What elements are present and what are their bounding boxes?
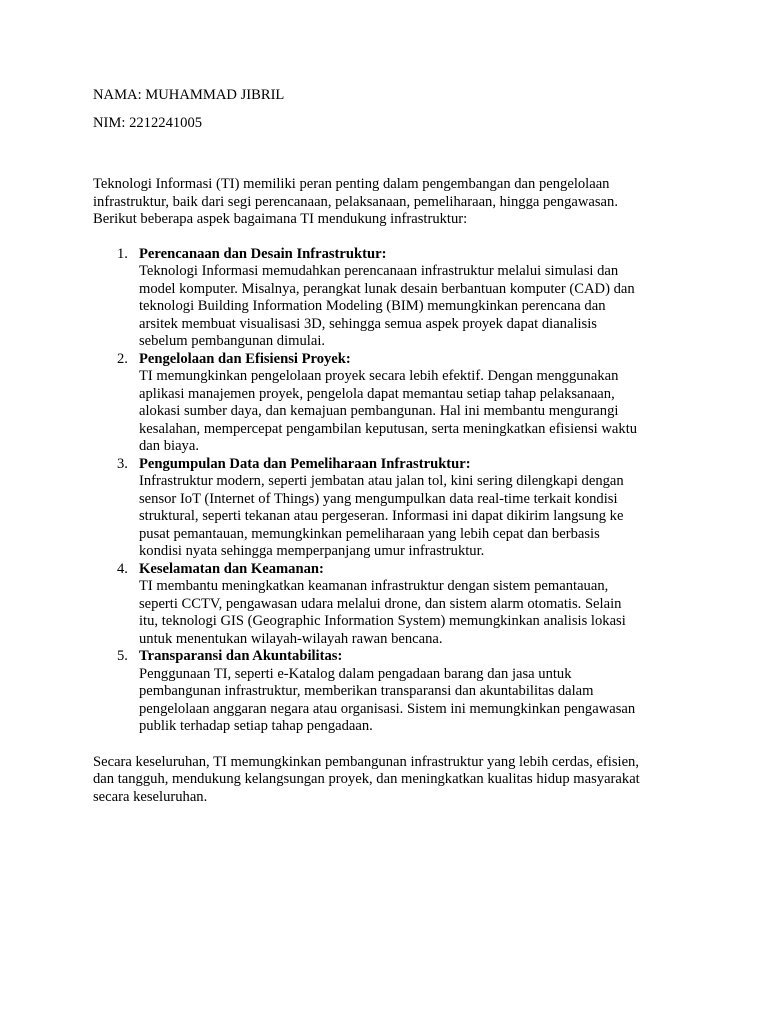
list-item-title: Keselamatan dan Keamanan: xyxy=(139,560,324,577)
list-item-number: 3. xyxy=(117,455,128,472)
list-item-number: 1. xyxy=(117,245,128,262)
list-item xyxy=(93,351,683,456)
list-item-line: seperti CCTV, pengawasan udara melalui drone, dan sistem alarm otomatis. Selain xyxy=(139,595,622,612)
student-nim: NIM: 2212241005 xyxy=(93,114,203,131)
list-item-title: Perencanaan dan Desain Infrastruktur: xyxy=(139,245,387,262)
list-item-title: Transparansi dan Akuntabilitas: xyxy=(139,648,343,664)
list-item-line: Penggunaan TI, seperti e-Katalog dalam pengadaan barang dan jasa untuk xyxy=(139,665,572,682)
list-item-line: kesalahan, mempercepat pengambilan keputusan, serta meningkatkan efisiensi waktu xyxy=(139,420,638,437)
closing-line: dan tangguh, mendukung kelangsungan proyek, dan meningkatkan kualitas hidup masyarakat xyxy=(93,771,640,787)
list-item-line: struktural, seperti tekanan atau pergeseran. Informasi ini dapat dikirim langsung ke xyxy=(139,508,624,524)
list-item-title: Pengelolaan dan Efisiensi Proyek: xyxy=(139,350,351,367)
list-item xyxy=(93,648,683,736)
list-item-line: dan biaya. xyxy=(139,438,199,454)
list-item xyxy=(93,561,683,649)
list-item-title: Pengumpulan Data dan Pemeliharaan Infrastruktur: xyxy=(139,455,471,472)
list-item-line: aplikasi manajemen proyek, pengelola dapat memantau setiap tahap pelaksanaan, xyxy=(139,385,615,402)
student-name: NAMA: MUHAMMAD JIBRIL xyxy=(93,87,285,103)
intro-paragraph xyxy=(93,176,683,229)
list-item-number: 5. xyxy=(117,648,128,664)
closing-line: Secara keseluruhan, TI memungkinkan pembangunan infrastruktur yang lebih cerdas, efisien, xyxy=(93,753,640,770)
list-item-line: Teknologi Informasi memudahkan perencanaan infrastruktur melalui simulasi dan xyxy=(139,263,619,279)
list-item-line: kondisi nyata sehingga memperpanjang umur infrastruktur. xyxy=(139,543,485,559)
list-item-line: pusat pemantauan, memungkinkan pemeliharaan yang lebih cepat dan berbasis xyxy=(139,525,600,542)
list-item-line: itu, teknologi GIS (Geographic Information System) memungkinkan analisis lokasi xyxy=(139,613,626,629)
list-item-line: arsitek membuat visualisasi 3D, sehingga semua aspek proyek dapat dianalisis xyxy=(139,315,597,332)
intro-line: Teknologi Informasi (TI) memiliki peran penting dalam pengembangan dan pengelolaan xyxy=(93,176,610,192)
list-item-number: 2. xyxy=(117,350,128,367)
list-item-line: sebelum pembangunan dimulai. xyxy=(139,333,326,349)
list-item-number: 4. xyxy=(117,560,128,577)
document-content xyxy=(93,87,683,806)
list-item-line: TI membantu meningkatkan keamanan infrastruktur dengan sistem pemantauan, xyxy=(139,578,609,594)
list-item-line: pengelolaan anggaran negara atau organisasi. Sistem ini memungkinkan pengawasan xyxy=(139,700,636,717)
list-item-line: teknologi Building Information Modeling (BIM) memungkinkan perencana dan xyxy=(139,298,606,314)
list-item-line: pembangunan infrastruktur, memberikan transparansi dan akuntabilitas dalam xyxy=(139,683,594,699)
closing-line: secara keseluruhan. xyxy=(93,788,208,805)
list-item-line: untuk menentukan wilayah-wilayah rawan bencana. xyxy=(139,630,443,647)
aspects-list xyxy=(93,246,683,736)
list-item-line: TI memungkinkan pengelolaan proyek secara lebih efektif. Dengan menggunakan xyxy=(139,368,619,384)
list-item-line: sensor IoT (Internet of Things) yang mengumpulkan data real-time terkait kondisi xyxy=(139,490,618,507)
list-item-line: publik terhadap setiap tahap pengadaan. xyxy=(139,718,373,734)
list-item-line: Infrastruktur modern, seperti jembatan atau jalan tol, kini sering dilengkapi dengan xyxy=(139,473,624,489)
closing-paragraph xyxy=(93,754,683,807)
list-item xyxy=(93,246,683,351)
list-item-line: alokasi sumber daya, dan kemajuan pembangunan. Hal ini membantu mengurangi xyxy=(139,403,619,419)
intro-line: infrastruktur, baik dari segi perencanaan, pelaksanaan, pemeliharaan, hingga pengawasan. xyxy=(93,193,618,210)
list-item xyxy=(93,456,683,561)
intro-line: Berikut beberapa aspek bagaimana TI mendukung infrastruktur: xyxy=(93,211,468,227)
list-item-line: model komputer. Misalnya, perangkat lunak desain berbantuan komputer (CAD) dan xyxy=(139,280,635,297)
